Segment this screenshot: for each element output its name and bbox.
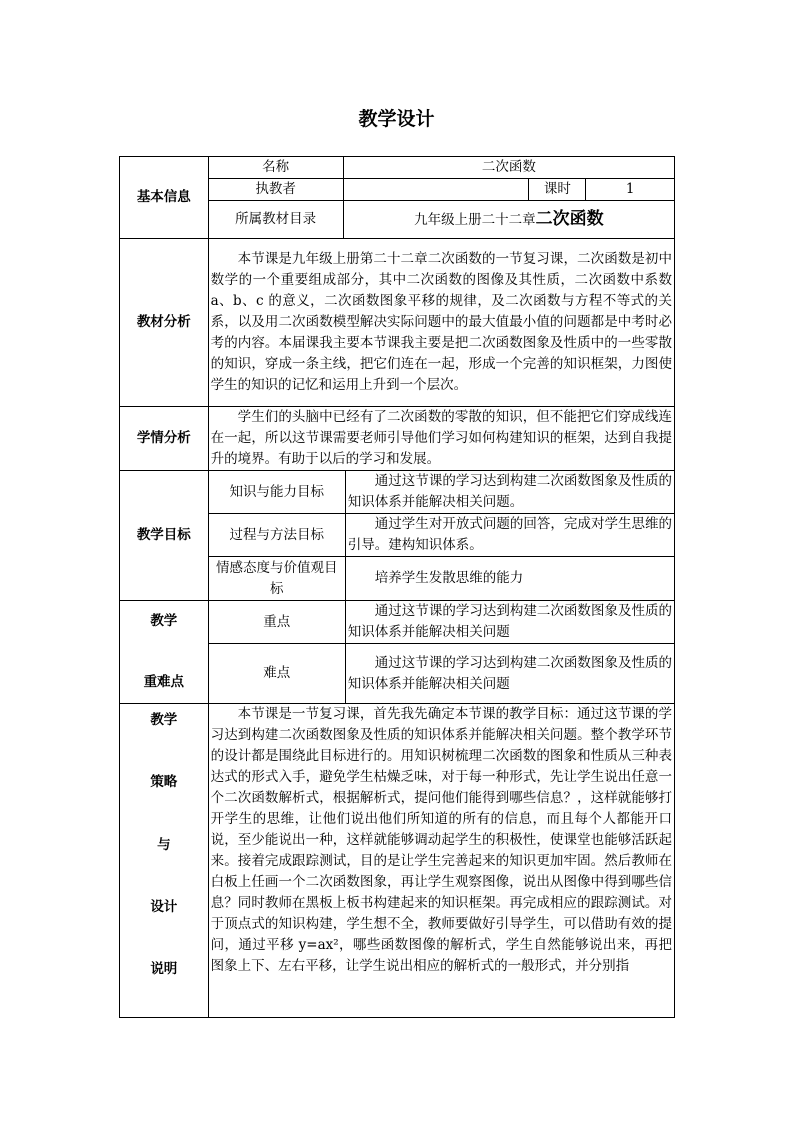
name-label: 名称 — [208, 157, 343, 179]
student-header: 学情分析 — [120, 407, 209, 471]
strategy-header-line: 策略 — [150, 774, 178, 791]
strategy-row — [120, 704, 675, 1018]
keypoint-label: 重点 — [208, 601, 345, 644]
catalog-title: 二次函数 — [535, 208, 604, 229]
keypoints-header — [120, 601, 209, 704]
goal-label-process: 过程与方法目标 — [208, 514, 345, 557]
strategy-text: 本节课是一节复习课，首先我先确定本节课的教学目标：通过这节课的学习达到构建二次函数图象及性质的知识体系并能解决相关问题。整个教学环节的设计都是围绕此目标进行的。用知识树梳理二次函数的图象和性质从三种表达式的形式入手，避免学生枯燥乏味，对于每一种形式，先让学生说出任意一个二次函数解析式，根据解析式，提问他们能得到哪些信息？，这样就能够打开学生的思维，让他们说出他们所知道的所有的信息，而且每个人都能开口说，至少能说出一种，这样就能够调动起学生的积极性，使课堂也能够活跃起来。接着完成跟踪测试，目的是让学生完善起来的知识更加牢固。然后教师在白板上任画一个二次函数图象，再让学生观察图像，说出从图像中得到哪些信息？同时教师在黑板上板书构建起来的知识框架。再完成相应的跟踪测试。对于顶点式的知识构建，学生想不全，教师要做好引导学生，可以借助有效的提问，通过平移 y=ax²，哪些函数图像的解析式，学生自然能够说出来，再把图象上下、左右平移，让学生说出相应的解析式的一般形式，并分别指 — [208, 704, 674, 1018]
goal-row-knowledge — [120, 471, 675, 514]
basic-row-name — [120, 157, 675, 179]
keypoints-header-top: 教学 — [150, 613, 178, 629]
difficulty-text: 通过这节课的学习达到构建二次函数图象及性质的知识体系并能解决相关问题 — [345, 644, 674, 704]
strategy-header-line: 与 — [157, 836, 171, 853]
keypoints-header-bottom: 重难点 — [143, 674, 185, 690]
teacher-value — [343, 179, 529, 201]
goal-label-attitude: 情感态度与价值观目标 — [208, 557, 345, 601]
catalog-prefix: 九年级上册二十二章 — [414, 211, 536, 228]
student-row — [120, 407, 675, 471]
strategy-header-line: 说明 — [150, 961, 178, 977]
goal-text-attitude: 培养学生发散思维的能力 — [345, 557, 674, 601]
keypoint-text: 通过这节课的学习达到构建二次函数图象及性质的知识体系并能解决相关问题 — [345, 601, 674, 644]
lesson-plan-table — [119, 156, 675, 1018]
catalog-value — [343, 201, 674, 239]
strategy-header — [120, 704, 209, 1018]
page-title: 教学设计 — [358, 108, 435, 130]
material-text: 本节课是九年级上册第二十二章二次函数的一节复习课，二次函数是初中数学的一个重要组成部分，其中二次函数的图像及其性质，二次函数中系数 a、b、c 的意义，二次函数图象平移的规律，及二次函数与方程不等式的关系，以及用二次函数模型解决实际问题中的最大值最小值的问题都是中考时必考的内容。本届课我主要本节课我主要是把二次函数图象及性质中的一些零散的知识，穿成一条主线，把它们连在一起，形成一个完善的知识框架，力图使学生的知识的记忆和运用上升到一个层次。 — [208, 239, 674, 407]
goals-header: 教学目标 — [120, 471, 209, 601]
goal-label-knowledge: 知识与能力目标 — [208, 471, 345, 514]
goal-text-process: 通过学生对开放式问题的回答，完成对学生思维的引导。建构知识体系。 — [345, 514, 674, 557]
teacher-label: 执教者 — [208, 179, 343, 201]
name-value: 二次函数 — [343, 157, 674, 179]
difficulty-label: 难点 — [208, 644, 345, 704]
catalog-label: 所属教材目录 — [208, 201, 343, 239]
strategy-header-line: 教学 — [150, 712, 178, 728]
goal-text-knowledge: 通过这节课的学习达到构建二次函数图象及性质的知识体系并能解决相关问题。 — [345, 471, 674, 514]
basic-info-header: 基本信息 — [120, 157, 209, 239]
strategy-header-line: 设计 — [150, 898, 178, 915]
material-row — [120, 239, 675, 407]
keypoint-row-key — [120, 601, 675, 644]
material-header: 教材分析 — [120, 239, 209, 407]
student-text: 学生们的头脑中已经有了二次函数的零散的知识，但不能把它们穿成线连在一起，所以这节课需要老师引导他们学习如何构建知识的框架，达到自我提升的境界。有助于以后的学习和发展。 — [208, 407, 674, 471]
period-value: 1 — [586, 179, 675, 201]
period-label: 课时 — [529, 179, 586, 201]
